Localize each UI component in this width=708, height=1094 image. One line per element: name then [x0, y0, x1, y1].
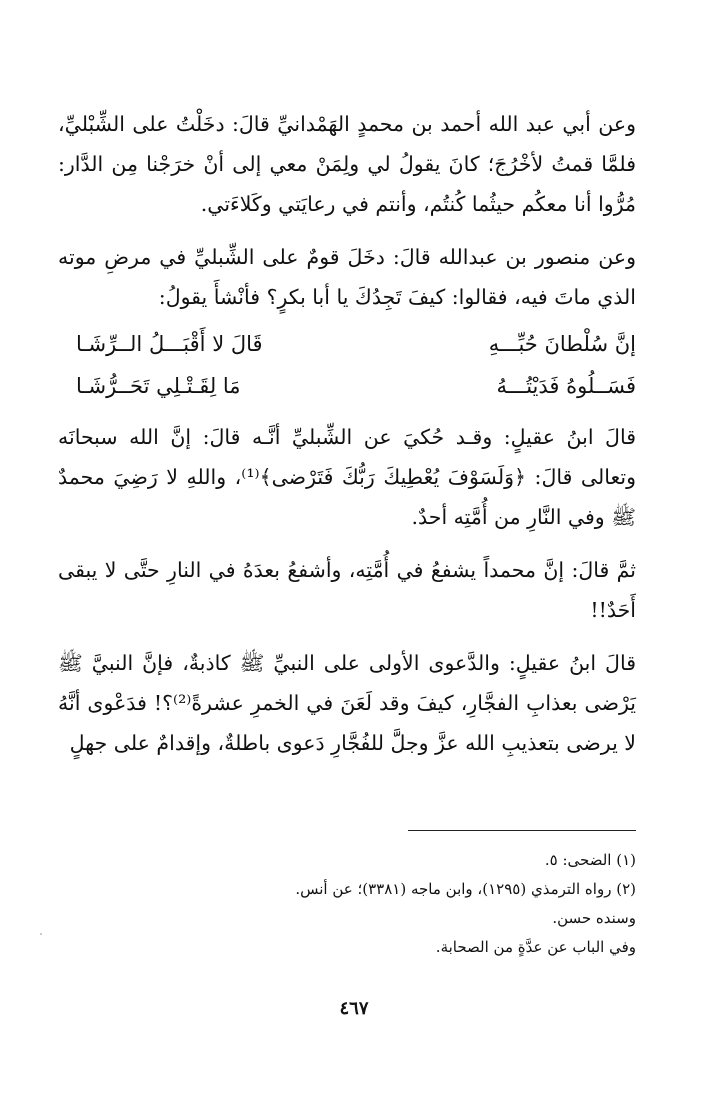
- paragraph-hamdani: وعن أبي عبد الله أحمد بن محمدٍ الهَمْدانيِّ قالَ: دخَلْتُ على الشِّبْليِّ، فلمَّا قمتُ لأخْرُجَ؛ كانَ يقولُ لي ولِمَنْ معي إلى أنْ خرَجْنا مِن الدَّار: مُرُّوا أنا معكُم حيثُما كُنتُم، وأنتم في رعايَتي وكَلاءَتي.: [58, 112, 636, 216]
- poem-verse: [58, 323, 636, 407]
- verse-line-2-first-hemistich: فَسَــلُوهُ فَدَيْتُـــهُ: [496, 374, 636, 398]
- paragraph-intercession: ثمَّ قالَ: إنَّ محمداً يشفعُ في أُمَّتِه، وأشفعُ بعدَهُ في النارِ حتَّى لا يبقى أَحَدٌ!!: [58, 558, 636, 622]
- verse-line-1: [58, 323, 636, 365]
- footnote-2: (٢) رواه الترمذي (١٢٩٥)، وابن ماجه (٣٣٨١)؛ عن أنس.: [295, 880, 636, 898]
- verse-line-2-second-hemistich: مَا لِقَـتْـلِي تَحَــرُّشَـا: [76, 374, 241, 398]
- footnote-divider: [408, 830, 636, 831]
- scan-speck: [40, 933, 42, 935]
- paragraph-ibn-aqil-response: قالَ ابنُ عقيلٍ: والدَّعوى الأولى على النبيِّ ﷺ كاذبةٌ، فإنَّ النبيَّ ﷺ يَرْضى بعذابِ الفجَّارِ، كيفَ وقد لَعَنَ في الخمرِ عشرةً⁽²⁾؟! فدَعْوى أنَّهُ لا يرضى بتعذيبِ الله عزَّ وجلَّ للفُجَّارِ دَعوى باطلةٌ، وإقدامٌ على جهلٍ: [58, 651, 636, 755]
- verse-line-1-second-hemistich: قَالَ لا أَقْبَـــلُ الــرِّشَـا: [76, 332, 263, 356]
- footnote-2-grading: وسنده حسن.: [552, 909, 636, 927]
- footnotes: [58, 846, 636, 962]
- footnote-2-other-narrations: وفي الباب عن عدَّةٍ من الصحابة.: [435, 938, 636, 956]
- verse-line-2: [58, 365, 636, 407]
- main-text: [58, 104, 636, 763]
- paragraph-mansour: وعن منصور بن عبدالله قالَ: دخَلَ قومٌ على الشِّبليِّ في مرضِ موته الذي ماتَ فيه، فقالوا: كيفَ تَجِدُكَ يا أبا بكرٍ؟ فأنْشأَ يقولُ:: [58, 245, 636, 309]
- page-number: ٤٦٧: [339, 998, 369, 1019]
- paragraph-ibn-aqil-quote: قالَ ابنُ عقيلٍ: وقـد حُكيَ عن الشِّبليِّ أنَّـه قالَ: إنَّ الله سبحانَه وتعالى قالَ: ﴿وَلَسَوْفَ يُعْطِيكَ رَبُّكَ فَتَرْضى﴾⁽¹⁾، واللهِ لا رَضِيَ محمدٌ ﷺ وفي النَّارِ من أُمَّتِه أحدٌ.: [58, 425, 636, 529]
- verse-line-1-first-hemistich: إنَّ سُلْطانَ حُبِّـــهِ: [488, 332, 636, 356]
- footnote-1: (١) الضحى: ٥.: [544, 851, 636, 869]
